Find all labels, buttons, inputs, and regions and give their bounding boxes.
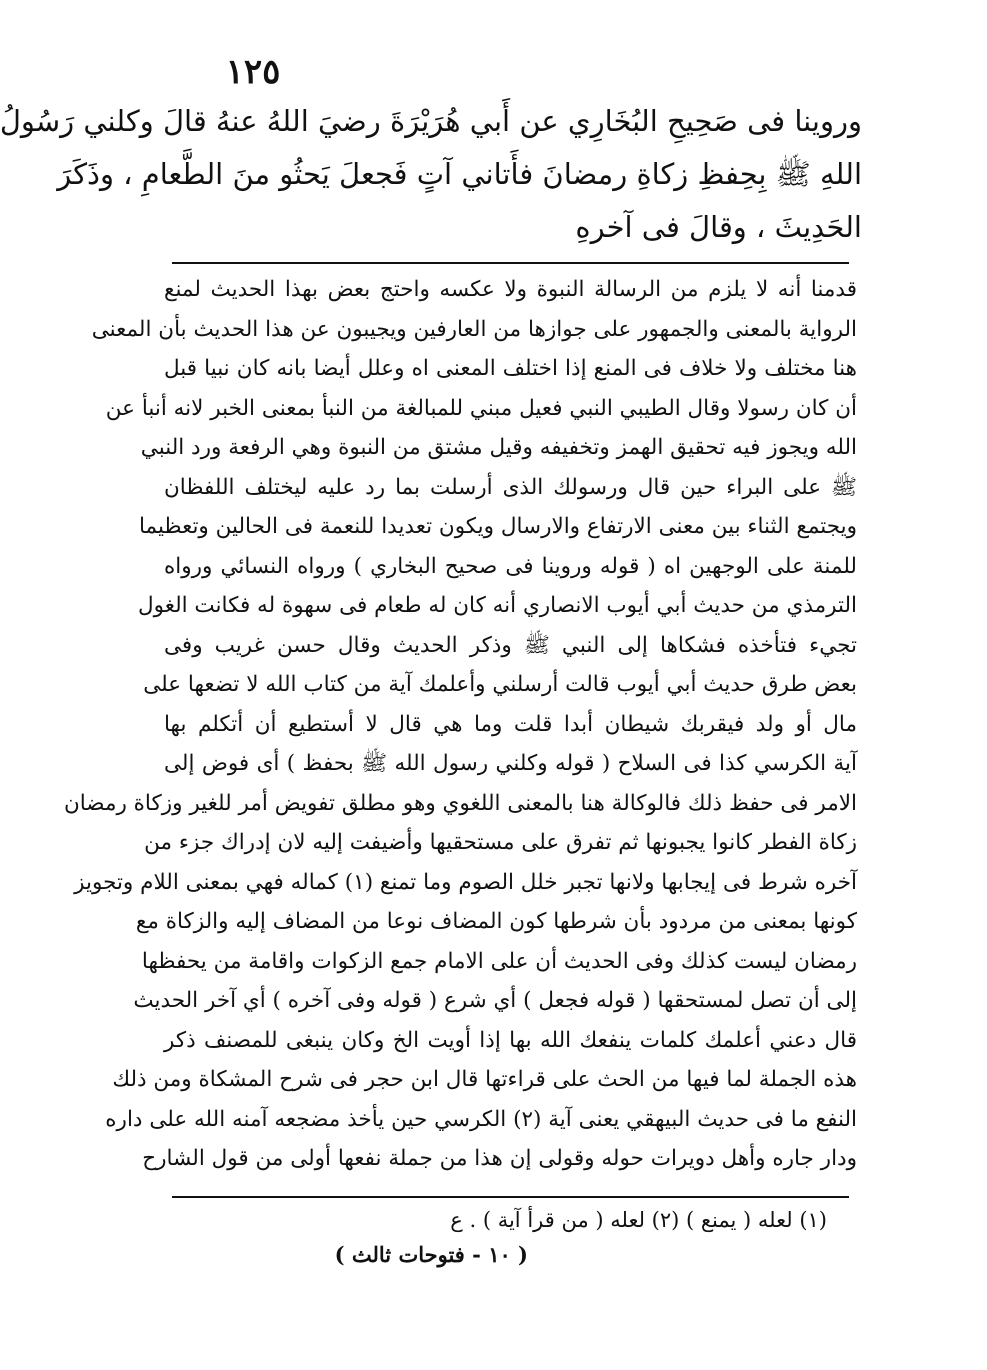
commentary-line: رمضان ليست كذلك وفى الحديث أن على الامام جمع الزكوات واقامة من يحفظها [141, 948, 857, 974]
commentary-line: آية الكرسي كذا فى السلاح ( قوله وكلني رسول الله ﷺ بحفظ ) أى فوض إلى [164, 751, 857, 776]
commentary-line: قدمنا أنه لا يلزم من الرسالة النبوة ولا عكسه واحتج بعض بهذا الحديث لمنع [164, 277, 857, 302]
commentary-line: الرواية بالمعنى والجمهور على جوازها من العارفين ويجيبون عن هذا الحديث بأن المعنى [91, 316, 857, 342]
commentary-line: الترمذي من حديث أبي أيوب الانصاري أنه كان له طعام فى سهوة له فكانت الغول [137, 593, 857, 618]
commentary-line: مال أو ولد فيقربك شيطان أبدا قلت وما هي قال لا أستطيع أن أتكلم بها [164, 711, 857, 737]
commentary-line: للمنة على الوجهين اه ( قوله وروينا فى صحيح البخاري ) ورواه النسائي ورواه [164, 553, 857, 579]
commentary-line: هنا مختلف ولا خلاف فى المنع إذا اختلف المعنى اه وعلل أيضا بانه كان نبيا قبل [164, 356, 857, 381]
commentary-line: كونها بمعنى من مردود بأن شرطها كون المضاف نوعا من المضاف إليه والزكاة مع [135, 909, 857, 934]
commentary-line: قال دعني أعلمك كلمات ينفعك الله بها إذا أويت الخ وكان ينبغى للمصنف ذكر [164, 1027, 857, 1053]
footnotes: (١) لعله ( يمنع ) (٢) لعله ( من قرأ آية ) . ع [450, 1208, 827, 1232]
commentary-line: الله ويجوز فيه تحقيق الهمز وتخفيفه وقيل مشتق من النبوة وهي الرفعة ورد النبي [140, 435, 857, 460]
commentary-line: ويجتمع الثناء بين معنى الارتفاع والارسال ويكون تعديدا للنعمة فى الحالين وتعظيما [138, 514, 857, 539]
commentary-line: ﷺ على البراء حين قال ورسولك الذى أرسلت بما رد عليه ليختلف اللفظان [164, 474, 857, 500]
commentary-line: أن كان رسولا وقال الطيبي النبي فعيل مبني للمبالغة من النبأ بمعنى الخبر لانه أنبأ عن [105, 395, 857, 421]
commentary-line: تجيء فتأخذه فشكاها إلى النبي ﷺ وذكر الحديث وقال حسن غريب وفى [164, 632, 857, 658]
bottom-divider [172, 1196, 849, 1198]
commentary-line: آخره شرط فى إيجابها ولانها تجبر خلل الصوم وما تمنع (١) كماله فهي بمعنى اللام وتجويز [74, 869, 857, 895]
hadith-line: اللهِ ﷺ بِحِفظِ زكاةِ رمضانَ فأَتاني آتٍ فَجعلَ يَحثُو منَ الطَّعامِ ، وذَكَرَ [57, 157, 862, 191]
commentary-line: هذه الجملة لما فيها من الحث على قراءتها قال ابن حجر فى شرح المشكاة ومن ذلك [112, 1067, 857, 1092]
commentary-line: ودار جاره وأهل دويرات حوله وقولى إن هذا من جملة نفعها أولى من قول الشارح [142, 1146, 857, 1171]
commentary-line: النفع ما فى حديث البيهقي يعنى آية (٢) الكرسي حين يأخذ مضجعه آمنه الله على داره [105, 1106, 857, 1132]
page-number: ١٢٥ [225, 52, 281, 92]
hadith-line: الحَدِيثَ ، وقالَ فى آخرهِ [575, 210, 862, 244]
commentary-text [63, 270, 857, 1195]
hadith-text [0, 95, 862, 255]
printer-signature: ( ١٠ - فتوحات ثالث ) [334, 1242, 528, 1267]
commentary-line: بعض طرق حديث أبي أيوب قالت أرسلني وأعلمك آية من كتاب الله لا تضعها على [143, 672, 857, 697]
commentary-line: زكاة الفطر كانوا يجبونها ثم تفرق على مستحقيها وأضيفت إليه لان إدراك جزء من [144, 830, 857, 855]
top-divider [172, 262, 849, 264]
commentary-line: إلى أن تصل لمستحقها ( قوله فجعل ) أي شرع ( قوله وفى آخره ) أي آخر الحديث [133, 988, 857, 1013]
hadith-line: وروينا فى صَحِيحِ البُخَارِي عن أَبي هُرَيْرَةَ رضيَ اللهُ عنهُ قالَ وكلني رَسُولُ [0, 104, 862, 138]
commentary-line: الامر فى حفظ ذلك فالوكالة هنا بالمعنى اللغوي وهو مطلق تفويض أمر للغير وزكاة رمضان [63, 790, 857, 816]
